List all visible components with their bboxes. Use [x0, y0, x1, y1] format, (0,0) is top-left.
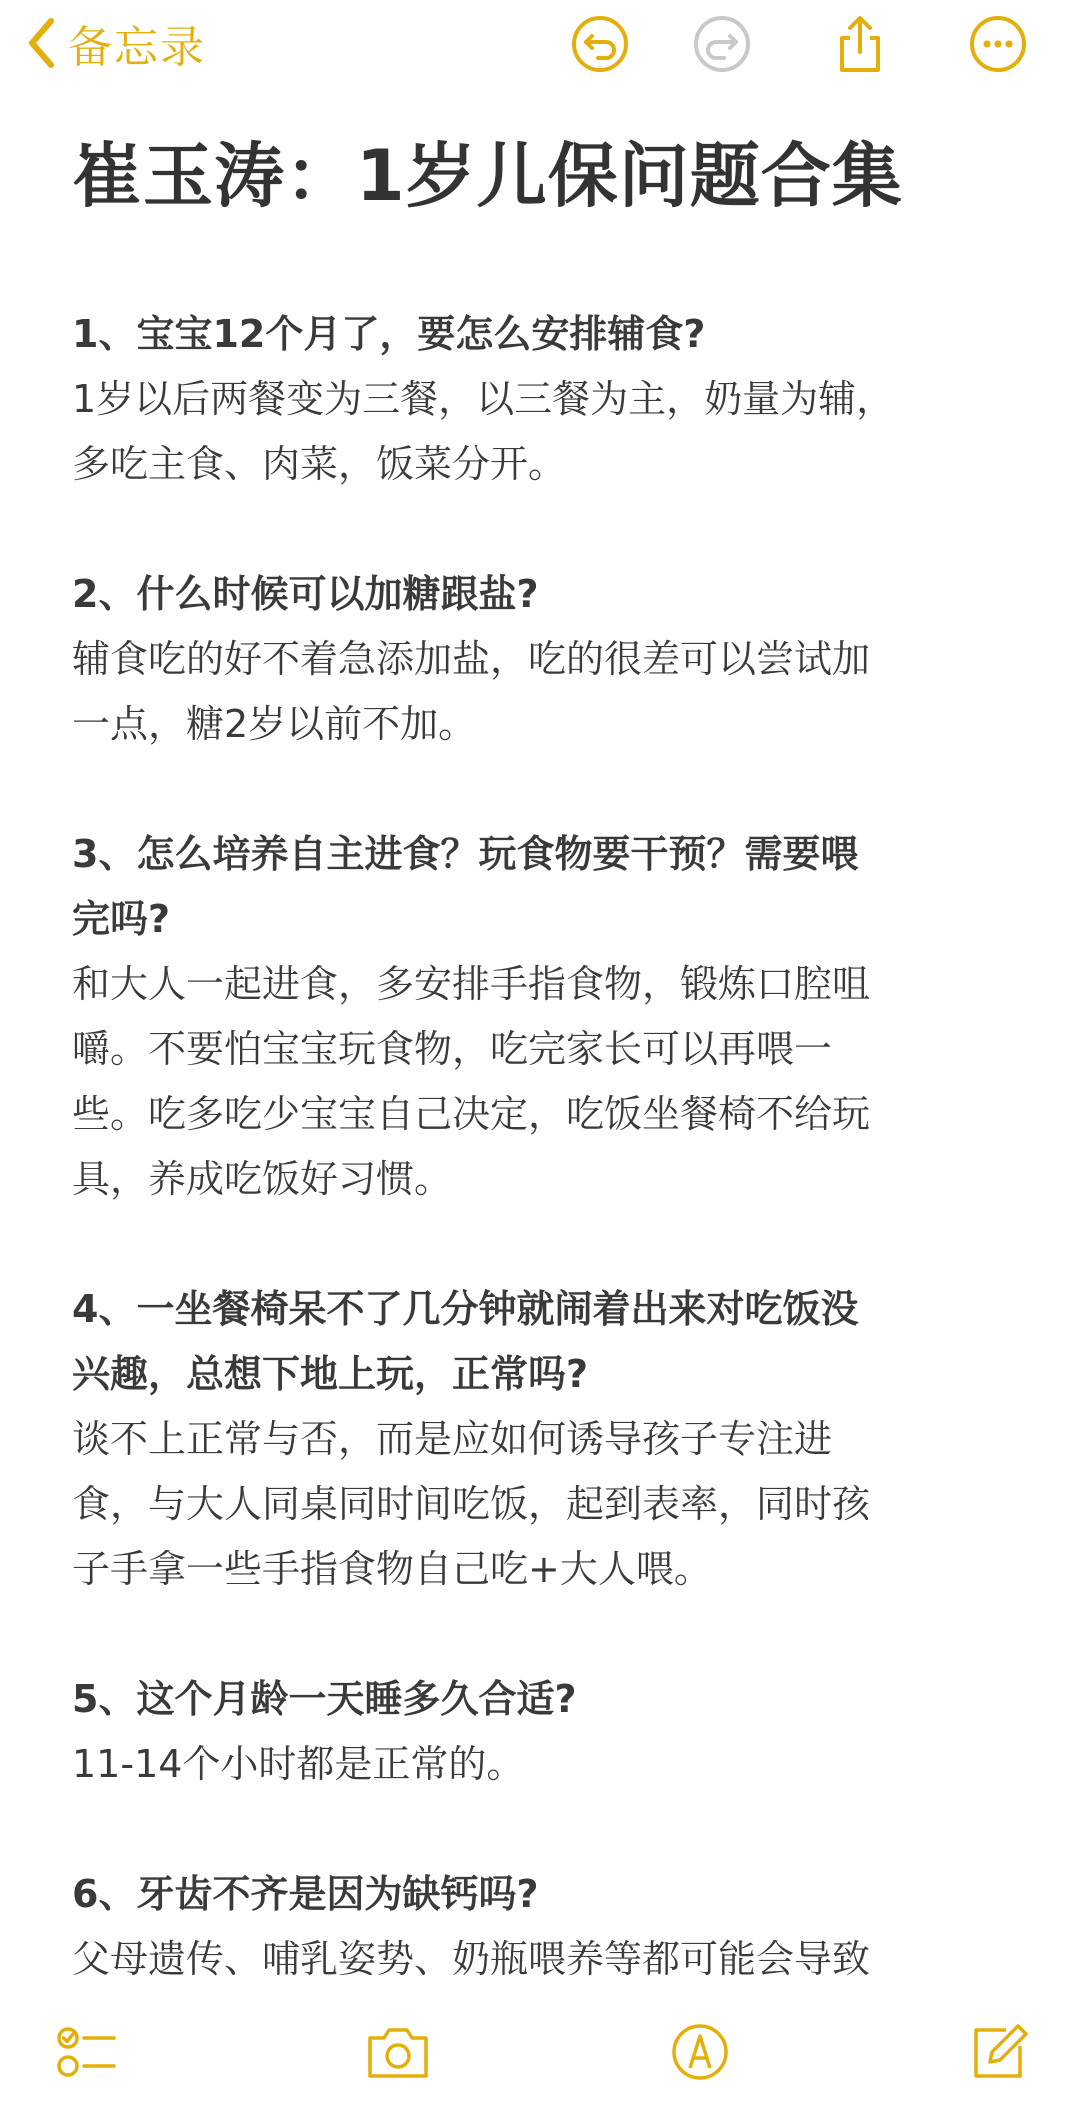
- answer-line: 多吃主食、肉菜，饭菜分开。: [72, 442, 567, 486]
- more-button[interactable]: [966, 12, 1030, 76]
- chevron-left-icon: [26, 17, 56, 69]
- checklist-icon: [54, 2020, 118, 2084]
- answer-line: 嚼。不要怕宝宝玩食物，吃完家长可以再喂一: [72, 1027, 833, 1071]
- question-line: 2、什么时候可以加糖跟盐?: [72, 572, 539, 616]
- note-body[interactable]: [72, 128, 1002, 1992]
- qa-item-6: [72, 1862, 1002, 1992]
- qa-item-3: [72, 822, 1002, 1212]
- redo-button[interactable]: [690, 12, 754, 76]
- answer-line: 辅食吃的好不着急添加盐，吃的很差可以尝试加: [72, 637, 871, 681]
- answer-line: 具，养成吃饭好习惯。: [72, 1157, 453, 1201]
- question-line: 1、宝宝12个月了，要怎么安排辅食?: [72, 312, 706, 356]
- answer-line: 些。吃多吃少宝宝自己决定，吃饭坐餐椅不给玩: [72, 1092, 871, 1136]
- answer-line: 一点，糖2岁以前不加。: [72, 702, 477, 746]
- more-icon: [966, 12, 1030, 76]
- question-line: 完吗?: [72, 897, 171, 941]
- markup-button[interactable]: [668, 2020, 732, 2084]
- answer-line: 1岁以后两餐变为三餐，以三餐为主，奶量为辅，: [72, 377, 895, 421]
- top-toolbar: [0, 0, 1080, 86]
- note-title: 崔玉涛：1岁儿保问题合集: [72, 135, 903, 217]
- question-line: 6、牙齿不齐是因为缺钙吗?: [72, 1872, 539, 1916]
- answer-line: 11-14个小时都是正常的。: [72, 1742, 525, 1786]
- question-line: 5、这个月龄一天睡多久合适?: [72, 1677, 577, 1721]
- compose-button[interactable]: [966, 2020, 1030, 2084]
- share-button[interactable]: [828, 12, 892, 76]
- back-button[interactable]: [26, 10, 206, 76]
- answer-line: 谈不上正常与否，而是应如何诱导孩子专注进: [72, 1417, 833, 1461]
- answer-line: 子手拿一些手指食物自己吃+大人喂。: [72, 1547, 712, 1591]
- qa-item-1: [72, 302, 1002, 497]
- qa-item-2: [72, 562, 1002, 757]
- qa-item-4: [72, 1277, 1002, 1602]
- compose-icon: [966, 2020, 1030, 2084]
- answer-line: 和大人一起进食，多安排手指食物，锻炼口腔咀: [72, 962, 871, 1006]
- qa-item-5: [72, 1667, 1002, 1797]
- question-line: 兴趣，总想下地上玩，正常吗?: [72, 1352, 589, 1396]
- back-label: 备忘录: [68, 22, 206, 73]
- redo-icon: [690, 12, 754, 76]
- answer-line: 父母遗传、哺乳姿势、奶瓶喂养等都可能会导致: [72, 1937, 871, 1981]
- camera-icon: [362, 2020, 434, 2084]
- undo-icon: [568, 12, 632, 76]
- checklist-button[interactable]: [54, 2020, 118, 2084]
- question-line: 3、怎么培养自主进食？玩食物要干预？需要喂: [72, 832, 859, 876]
- answer-line: 食，与大人同桌同时间吃饭，起到表率，同时孩: [72, 1482, 871, 1526]
- markup-icon: [668, 2020, 732, 2084]
- share-icon: [828, 12, 892, 76]
- undo-button[interactable]: [568, 12, 632, 76]
- camera-button[interactable]: [362, 2020, 426, 2084]
- question-line: 4、一坐餐椅呆不了几分钟就闹着出来对吃饭没: [72, 1287, 859, 1331]
- bottom-toolbar: [0, 1998, 1080, 2107]
